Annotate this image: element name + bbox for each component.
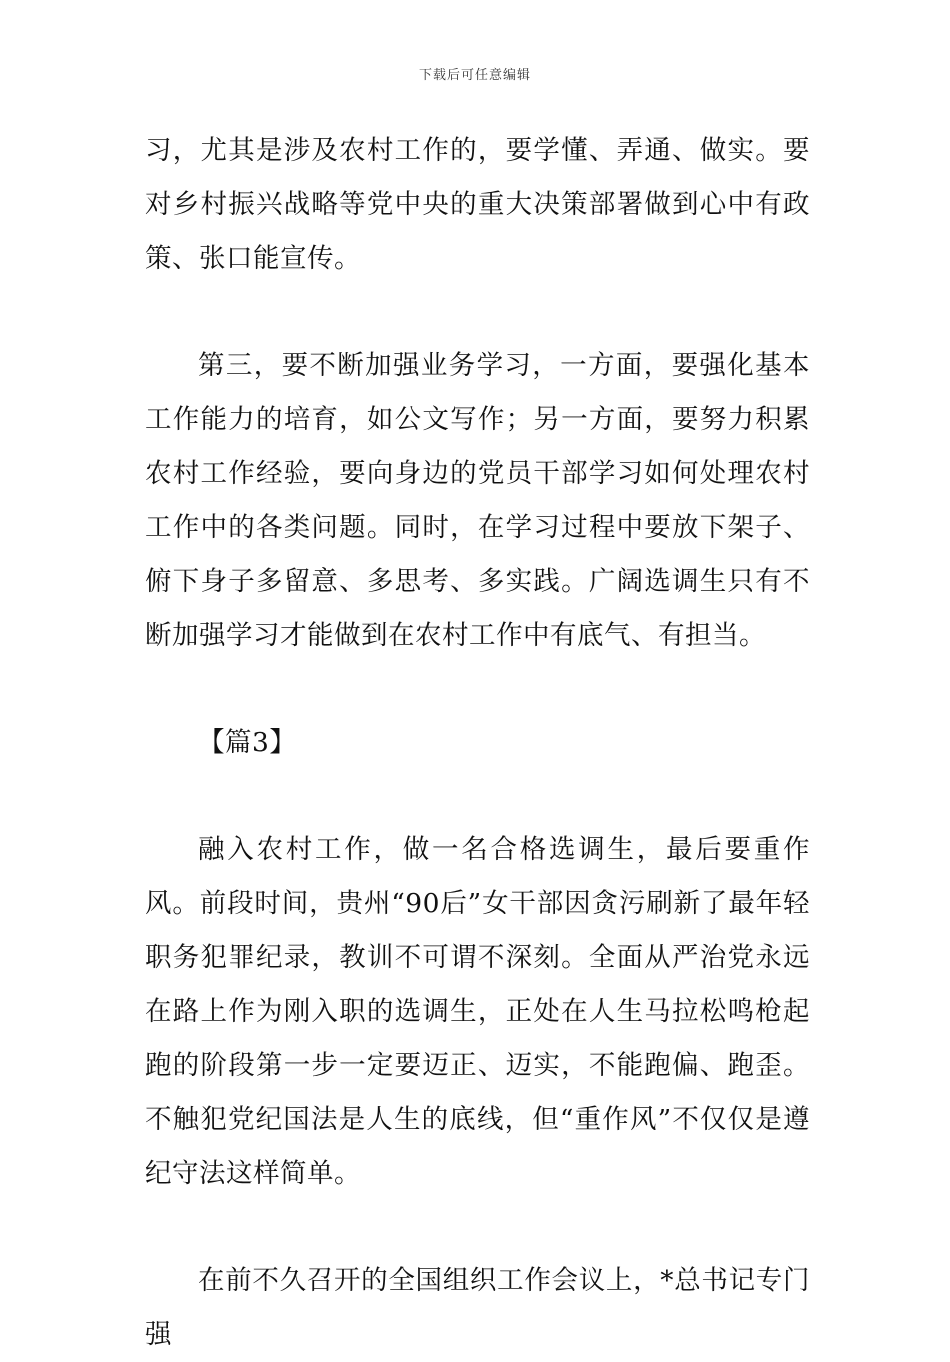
paragraph-gap [145, 286, 810, 339]
document-body [145, 124, 810, 1362]
paragraph-conference: 在前不久召开的全国组织工作会议上，*总书记专门强 [145, 1265, 810, 1350]
paragraph-gap [145, 663, 810, 716]
section-heading: 【篇3】 [198, 727, 297, 758]
paragraph-gap [145, 770, 810, 823]
paragraph-third-point: 第三，要不断加强业务学习，一方面，要强化基本工作能力的培育，如公文写作；另一方面，要努力积累农村工作经验，要向身边的党员干部学习如何处理农村工作中的各类问题。同时，在学习过程中要放下架子、俯下身子多留意、多思考、多实践。广阔选调生只有不断加强学习才能做到在农村工作中有底气、有担当。 [145, 350, 810, 651]
page-header: 下载后可任意编辑 [418, 68, 531, 83]
paragraph-gap [145, 1201, 810, 1254]
paragraph-continuation: 习，尤其是涉及农村工作的，要学懂、弄通、做实。要对乡村振兴战略等党中央的重大决策部署做到心中有政策、张口能宣传。 [145, 135, 810, 274]
paragraph-work-style: 融入农村工作，做一名合格选调生，最后要重作风。前段时间，贵州“90后”女干部因贪污刷新了最年轻职务犯罪纪录，教训不可谓不深刻。全面从严治党永远在路上作为刚入职的选调生，正处在人生马拉松鸣枪起跑的阶段第一步一定要迈正、迈实，不能跑偏、跑歪。不触犯党纪国法是人生的底线，但“重作风”不仅仅是遵纪守法这样简单。 [145, 834, 810, 1189]
